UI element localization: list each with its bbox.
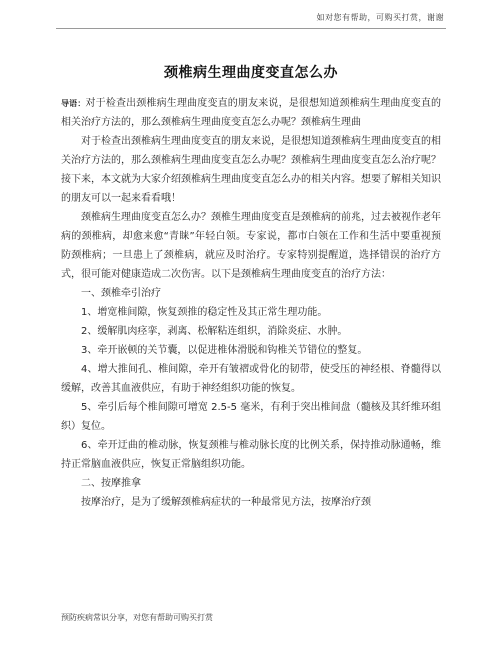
section-heading-massage: 二、按摩推拿: [81, 478, 141, 489]
list-item: 6、牵开迂曲的椎动脉，恢复颈椎与椎动脉长度的比例关系，保持推动脉通畅，维持正常脑血液供应，恢复正常脑组织功能。: [61, 440, 441, 470]
guide-text: 对于检查出颈椎病生理曲度变直的朋友来说，是很想知道颈椎病生理曲度变直的相关治疗方法的，那么颈椎病生理曲度变直怎么办呢？颈椎病生理曲: [61, 98, 442, 128]
guide-label: 导语：: [61, 99, 86, 108]
guide-paragraph: [61, 94, 441, 132]
body-paragraph-massage: 按摩治疗，是为了缓解颈椎病症状的一种最常见方法，按摩治疗颈: [81, 497, 371, 508]
list-item: 5、牵引后每个椎间隙可增宽 2.5-5 毫米，有利于突出椎间盘（髓核及其纤维环组织）复位。: [61, 402, 441, 432]
list-item: 4、增大推间孔、椎间隙，牵开有皱褶或骨化的韧带，使受压的神经根、脊髓得以缓解，改善其血液供应，有助于神经组织功能的恢复。: [61, 364, 441, 394]
page-footer-note: 预防疾病常识分享，对您有帮助可购买打赏: [61, 613, 213, 622]
body-paragraph-intro: 对于检查出颈椎病生理曲度变直的朋友来说，是很想知道颈椎病生理曲度变直的相关治疗方法的，那么颈椎病生理曲度变直怎么办呢？颈椎病生理曲度变直怎么治疗呢？接下来，本文就为大家介绍颈椎病生理曲度变直怎么办的相关内容。想要了解相关知识的朋友可以一起来看看哦！: [61, 136, 441, 204]
body-paragraph-overview: 颈椎病生理曲度变直怎么办？颈椎生理曲度变直是颈椎病的前兆，过去被视作老年病的颈椎病，却愈来愈“青睐”年轻白领。专家说，都市白领在工作和生活中要重视预防颈椎病；一旦患上了颈椎病，就应及时治疗。专家特别提醒道，选择错误的治疗方式，很可能对健康造成二次伤害。以下是颈椎病生理曲度变直的治疗方法：: [61, 212, 441, 280]
page-header-note: 如对您有帮助，可购买打赏，谢谢: [316, 13, 444, 22]
document-body: [61, 94, 441, 512]
document-title: 颈椎病生理曲度变直怎么办: [164, 65, 338, 81]
header-divider: [56, 28, 446, 29]
list-item: 2、缓解肌肉痉挛，剥离、松解粘连组织，消除炎症、水肿。: [81, 326, 348, 337]
list-item: 1、增宽椎间隙，恢复颈推的稳定性及其正常生理功能。: [81, 307, 328, 318]
list-item: 3、牵开嵌顿的关节囊，以促进椎体滑脱和钩椎关节错位的整复。: [81, 345, 368, 356]
section-heading-traction: 一、颈椎牵引治疗: [81, 288, 161, 299]
